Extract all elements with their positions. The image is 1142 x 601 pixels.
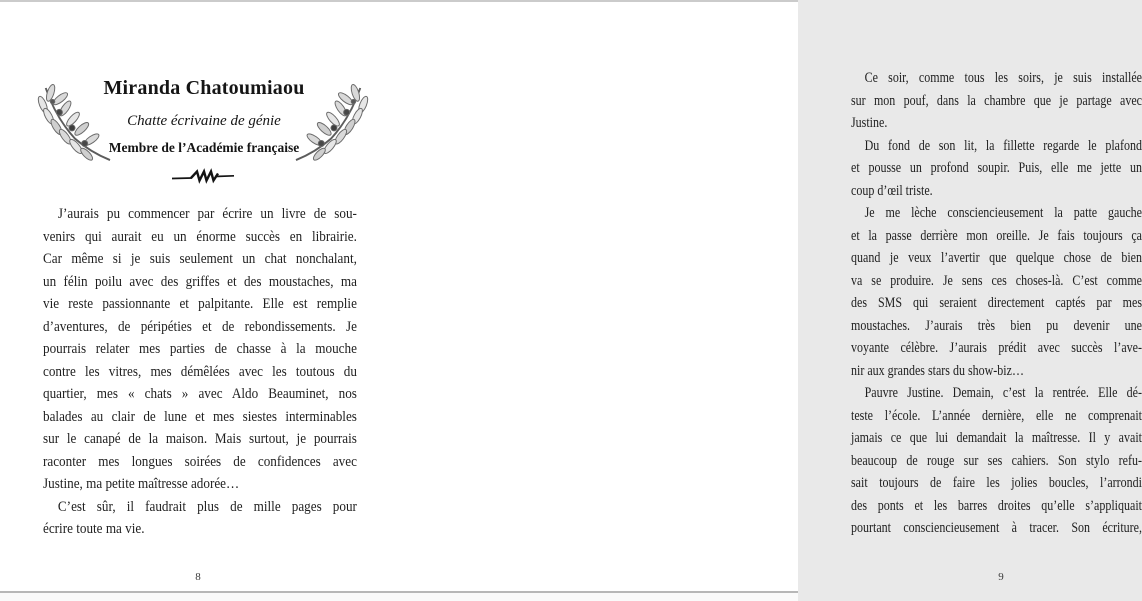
- laurel-branch-icon: [36, 82, 110, 168]
- text-line: pourrais relater mes parties de chasse à la mouche: [43, 341, 357, 357]
- text-line: voyante célèbre. J’aurais prédit avec succès l’ave-: [851, 340, 1142, 356]
- text-line: J’aurais pu commencer par écrire un livre de sou-: [57, 206, 357, 222]
- text-line: et la passe derrière mon oreille. Je fais toujours ça: [851, 227, 1142, 244]
- paragraph: [851, 202, 1142, 382]
- text-line: beaucoup de rouge sur ses cahiers. Son stylo refu-: [851, 452, 1142, 469]
- below-page-strip: [0, 593, 798, 601]
- paragraph: [43, 203, 357, 496]
- text-line: d’aventures, de péripéties et de rebondissements. Je: [43, 318, 357, 335]
- page-number-right: 9: [998, 571, 1004, 583]
- text-line: C’est sûr, il faudrait plus de mille pages pour: [57, 498, 357, 515]
- text-line: Justine, ma petite maîtresse adorée…: [43, 476, 240, 492]
- text-line: un félin poilu avec des griffes et des moustaches, ma: [43, 273, 357, 290]
- text-line: contre les vitres, mes démêlées avec les toutous du: [43, 363, 357, 380]
- paragraph: [851, 382, 1142, 540]
- text-line: sait toujours de faire les jolies boucles, l’arrondi: [851, 475, 1142, 491]
- text-line: va se produire. Je sens ces choses-là. C’est comme: [851, 272, 1142, 289]
- text-line: venirs qui aurait eu un énorme succès en librairie.: [43, 228, 357, 245]
- text-line: teste l’école. L’année dernière, elle ne comprenait: [851, 407, 1142, 424]
- text-line: pourtant consciencieusement à tracer. Son écriture,: [851, 520, 1142, 536]
- text-line: nir aux grandes stars du show-biz…: [851, 362, 1024, 379]
- text-line: quand je veux l’avertir que quelque chose de bien: [851, 250, 1142, 266]
- text-line: jamais ce que lui demandait la maîtresse. Il y avait: [851, 430, 1142, 446]
- text-line: des ponts et les barres droites qu’elle s’appliquait: [851, 497, 1142, 514]
- text-line: écrire toute ma vie.: [43, 521, 145, 537]
- text-line: Justine.: [851, 115, 888, 131]
- author-affiliation: Membre de l’Académie française: [108, 140, 300, 155]
- text-line: moustaches. J’aurais très bien pu devenir une: [851, 317, 1142, 334]
- text-line: coup d’œil triste.: [851, 182, 933, 199]
- page-number-left: 8: [195, 571, 201, 583]
- text-line: des SMS qui seraient directement captés par mes: [851, 295, 1142, 311]
- left-page-text: [43, 203, 357, 541]
- left-page: [0, 0, 399, 601]
- text-line: balades au clair de lune et mes siestes interminables: [43, 408, 357, 425]
- text-line: raconter mes longues soirées de confidences avec: [43, 453, 357, 470]
- paragraph: [851, 135, 1142, 203]
- text-line: Ce soir, comme tous les soirs, je suis installée: [864, 70, 1142, 86]
- text-line: Car même si je suis seulement un chat nonchalant,: [43, 251, 357, 267]
- text-line: Je me lèche consciencieusement la patte gauche: [864, 205, 1142, 221]
- text-line: sur le canapé de la maison. Mais surtout, je pourrais: [43, 431, 357, 447]
- author-name: Miranda Chatoumiaou: [103, 77, 305, 99]
- paragraph: [851, 67, 1142, 135]
- text-line: vie reste passionnante et palpitante. Elle est remplie: [43, 296, 357, 312]
- text-line: Du fond de son lit, la fillette regarde le plafond: [864, 137, 1142, 154]
- right-page: [399, 0, 1142, 601]
- right-page-text: [851, 67, 1142, 540]
- author-subtitle: Chatte écrivaine de génie: [127, 113, 281, 129]
- text-line: quartier, mes « chats » avec Aldo Beauminet, nos: [43, 386, 357, 402]
- squiggle-divider-ornament: [170, 169, 236, 185]
- paragraph: [43, 496, 357, 541]
- laurel-branch-icon: [296, 82, 370, 168]
- text-line: Pauvre Justine. Demain, c’est la rentrée. Elle dé-: [864, 385, 1142, 401]
- text-line: et pousse un profond soupir. Puis, elle me jette un: [851, 160, 1142, 176]
- text-line: sur mon pouf, dans la chambre que je partage avec: [851, 92, 1142, 109]
